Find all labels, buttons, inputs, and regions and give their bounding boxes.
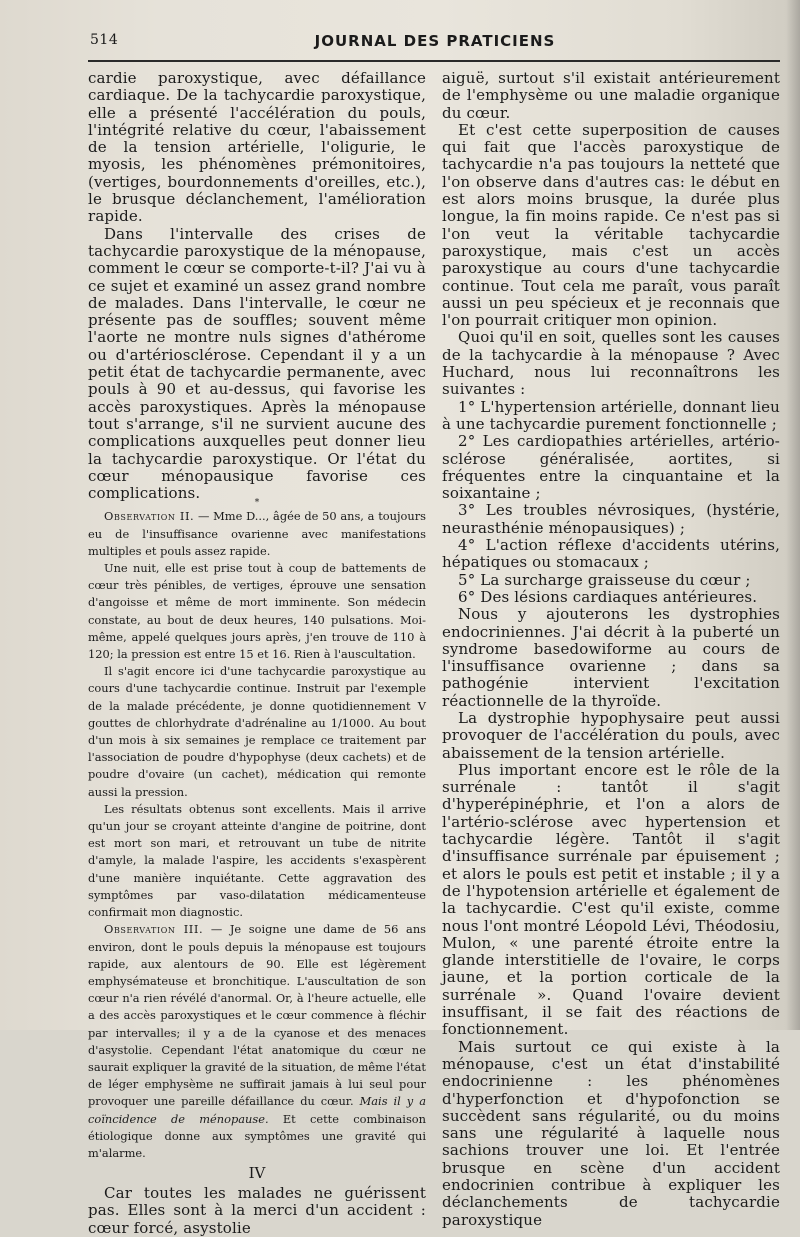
- list-item: 6° Des lésions cardiaques antérieures.: [458, 587, 758, 606]
- observation-text-end: Et cette combinaison étiologique donne aux symptômes une gravité qui m'alarme.: [88, 1111, 426, 1160]
- causes-list: [442, 399, 780, 607]
- paragraph: Plus important encore est le rôle de la surrénale : tantôt il s'agit d'hyperépinéphrie, et l'on a alors de l'artério-sclérose avec hypertension et tachycardie légère. Tantôt il s'agit d'insuffisance surrénale par épuisement ; et alors le pouls est petit et instable ; il y a de l'hypotension artérielle et également de la tachycardie. C'est qu'il existe, comme nous l'ont montré Léopold Lévi, Théodosiu, Mulon, « une parenté étroite entre la glande interstitielle de l'ovaire, le corps jaune, et la portion corticale de la surrénale ». Quand l'ovaire devient insuffisant, il se fait des réactions de fonctionnement.: [442, 760, 780, 1039]
- paragraph: aiguë, surtout s'il existait antérieurement de l'emphysème ou une maladie organique du cœur.: [442, 69, 780, 122]
- paragraph: Dans l'intervalle des crises de tachycardie paroxystique de la ménopause, comment le cœur se comporte-t-il? J'ai vu à ce sujet et examiné un assez grand nombre de malades. Dans l'intervalle, le cœur ne présente pas de souffles; souvent même l'aorte ne montre nuls signes d'athérome ou d'artériosclérose. Cependant il y a un petit état de tachycardie permanente, avec pouls à 90 et au-dessus, qui favorise les accès paroxystiques. Après la ménopause tout s'arrange, s'il ne survient aucune des complications auxquelles peut donner lieu la tachycardie paroxystique. Or l'état du cœur ménopausique favorise ces complications.: [88, 224, 426, 503]
- observation-paragraph: Une nuit, elle est prise tout à coup de battements de cœur très pénibles, de vertiges, éprouve une sensation d'angoisse et même de mort imminente. Son médecin constate, au bout de deux heures, 140 pulsations. Moi-même, appelé quelques jours après, j'en trouve de 110 à 120; la pression est entre 15 et 16. Rien à l'auscultation.: [88, 561, 426, 662]
- paragraph: La dystrophie hypophysaire peut aussi provoquer de l'accélération du pouls, avec abaissement de la tension artérielle.: [442, 708, 780, 762]
- paragraph: Mais surtout ce qui existe à la ménopause, c'est un état d'instabilité endocrinienne : les phénomènes d'hyperfonction et d'hypofonction se succèdent sans régularité, ou du moins sans une régularité à laquelle nous sachions trouver une loi. Et l'entrée brusque en scène d'un accident endocrinien contribue à expliquer les déclanchements de tachycardie paroxystique: [442, 1037, 780, 1229]
- journal-title: JOURNAL DES PRATICIENS: [314, 32, 556, 50]
- list-item: 4° L'action réflexe d'accidents utérins, hépatiques ou stomacaux ;: [442, 536, 780, 572]
- page-header: [90, 32, 780, 56]
- page-edge-shadow: [786, 0, 800, 1030]
- list-item: 2° Les cardiopathies artérielles, artério-sclérose généralisée, aortites, si fréquentes entre la cinquantaine et la soixantaine ;: [442, 432, 780, 503]
- observation-label: Observation III.: [104, 922, 204, 937]
- list-item: 5° La surcharge graisseuse du cœur ;: [458, 570, 751, 589]
- observation-2: [88, 508, 426, 560]
- page-number: 514: [90, 32, 119, 48]
- observation-paragraph: Il s'agit encore ici d'une tachycardie paroxystique au cours d'une tachycardie continue. Instruit par l'exemple de la malade précédente, je donne quotidiennement V gouttes de chlorhydrate d'adrénaline au 1/1000. Au bout d'un mois à six semaines je remplace ce traitement par l'association de poudre d'hypophyse (deux cachets) et de poudre d'ovaire (un cachet), médication qui remonte aussi la pression.: [88, 664, 426, 799]
- list-item: 1° L'hypertension artérielle, donnant lieu à une tachycardie purement fonctionnelle ;: [442, 397, 780, 433]
- left-column: [88, 70, 426, 1237]
- paragraph: Nous y ajouterons les dystrophies endocriniennes. J'ai décrit à la puberté un syndrome basedowiforme au cours de l'insuffisance ovarienne ; dans sa pathogénie intervient l'excitation réactionnelle de la thyroïde.: [442, 605, 780, 710]
- paragraph: cardie paroxystique, avec défaillance cardiaque. De la tachycardie paroxystique, elle a présenté l'accélération du pouls, l'intégrité relative du cœur, l'abaissement de la tension artérielle, l'oligurie, le myosis, les phénomènes prémonitoires, (vertiges, bourdonnements d'oreilles, etc.), le brusque déclanchement, l'amélioration rapide.: [88, 69, 426, 226]
- observation-3: [88, 921, 426, 1162]
- paragraph: Et c'est cette superposition de causes qui fait que l'accès paroxystique de tachycardie n'a pas toujours la netteté que l'on observe dans d'autres cas: le début en est alors moins brusque, la durée plus longue, la fin moins rapide. Ce n'est pas si l'on veut la véritable tachycardie paroxystique, mais c'est un accès paroxystique au cours d'une tachycardie continue. Tout cela me paraît, vous paraît aussi un peu spécieux et je reconnais que l'on pourrait critiquer mon opinion.: [442, 120, 780, 330]
- right-column: [442, 70, 780, 1229]
- header-rule: [88, 60, 780, 62]
- observation-paragraph: Les résultats obtenus sont excellents. Mais il arrive qu'un jour se croyant atteinte d'angine de poitrine, dont est mort son mari, et retrouvant un tube de nitrite d'amyle, la malade l'aspire, les accidents s'exaspèrent d'une manière inquiétante. Cette aggravation des symptômes par vaso-dilatation médicamenteuse confirmait mon diagnostic.: [88, 801, 426, 920]
- paragraph: Car toutes les malades ne guérissent pas. Elles sont à la merci d'un accident : cœur forcé, asystolie: [88, 1184, 426, 1237]
- list-item: 3° Les troubles névrosiques, (hystérie, neurasthénie ménopausiques) ;: [442, 501, 780, 537]
- paragraph: Quoi qu'il en soit, quelles sont les causes de la tachycardie à la ménopause ? Avec Huchard, nous lui reconnaîtrons les suivantes :: [442, 328, 780, 399]
- observation-label: Observation II.: [104, 509, 195, 524]
- section-heading-iv: IV: [248, 1164, 266, 1183]
- observation-text: — Mme D..., âgée de 50 ans, a toujours eu de l'insuffisance ovarienne avec manifestations multiples et pouls assez rapide.: [88, 509, 426, 558]
- observation-italic: Mais il y a coïncidence de ménopause.: [88, 1094, 426, 1126]
- observation-text: — Je soigne une dame de 56 ans environ, dont le pouls depuis la ménopause est toujours rapide, aux alentours de 90. Elle est légèrement emphysémateuse et bronchitique. L'auscultation de son cœur n'a rien révélé d'anormal. Or, à l'heure actuelle, elle a des accès paroxystiques et le cœur commence à fléchir par intervalles; il y a de la cyanose et des menaces d'asystolie. Cependant l'état anatomique du cœur ne saurait expliquer la gravité de la situation, de même l'état de léger emphysème ne suffirait jamais à lui seul pour provoquer une pareille défaillance du cœur.: [88, 922, 426, 1109]
- ornament-asterisk: *: [254, 498, 260, 509]
